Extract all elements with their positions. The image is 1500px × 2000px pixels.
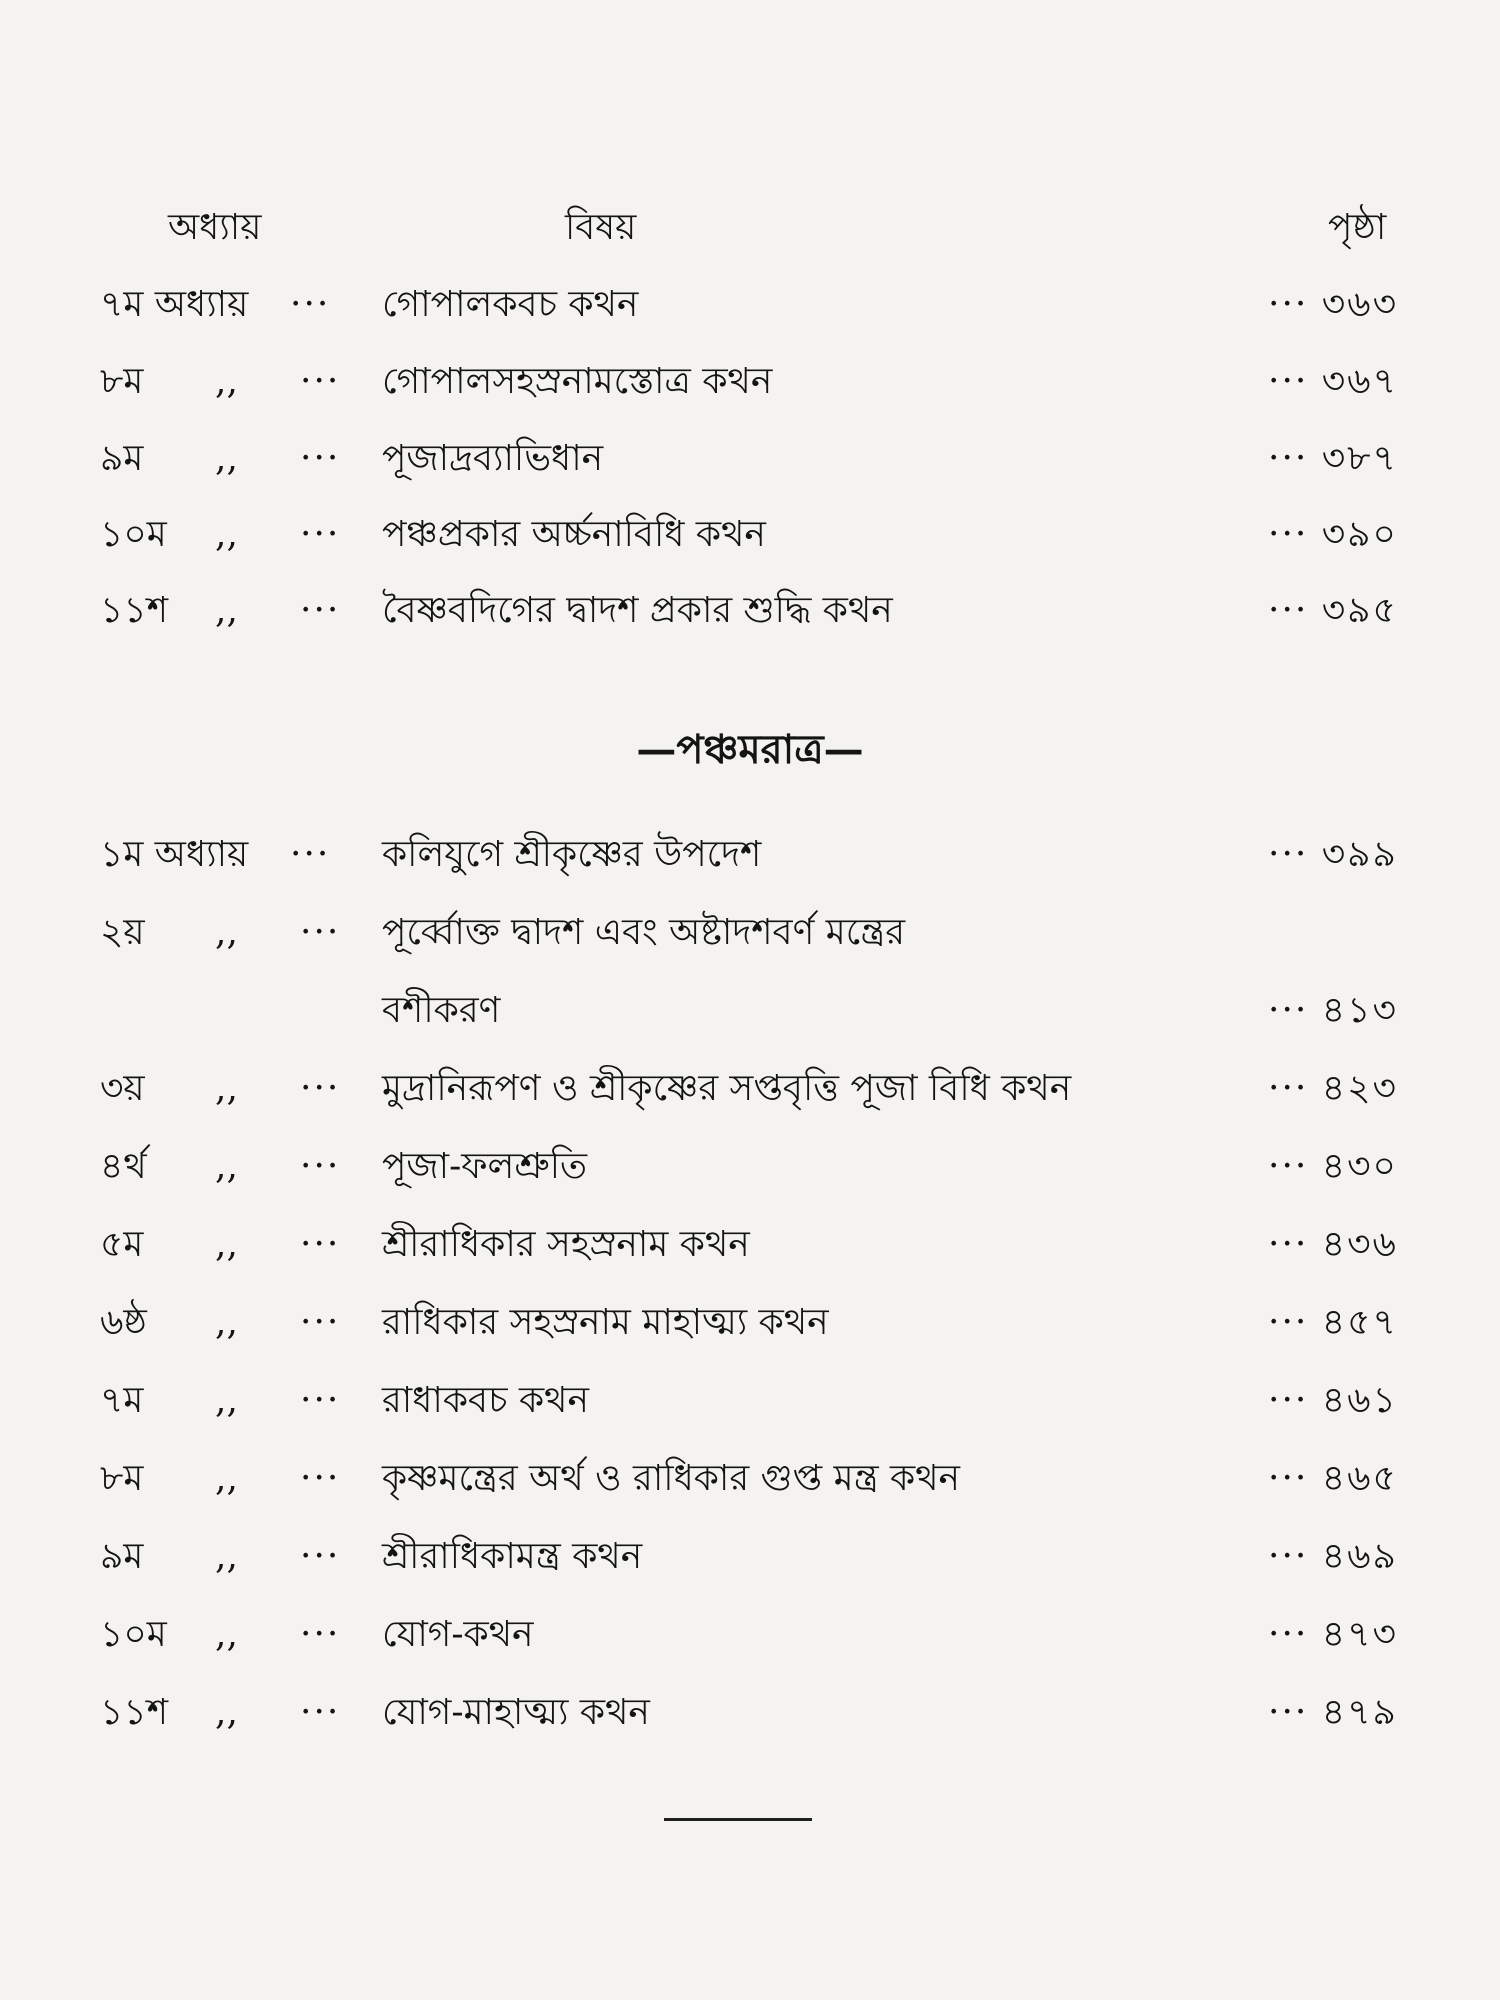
page-number: ··· ৪৫৭ [1268, 1302, 1398, 1343]
chapter-label: ১১শ [100, 590, 169, 631]
leader-dots: ··· [300, 590, 341, 631]
page-number: ··· ৩৯৯ [1268, 834, 1398, 875]
section-title: —পঞ্চমরাত্র— [636, 726, 864, 773]
leader-dots: ··· [300, 1146, 341, 1187]
toc-row [0, 906, 1500, 960]
subject-text: শ্রীরাধিকার সহস্রনাম কথন [382, 1224, 750, 1265]
toc-row [0, 828, 1500, 882]
subject-text: গোপালসহস্রনামস্তোত্র কথন [382, 361, 773, 402]
subject-text: বশীকরণ [382, 990, 501, 1031]
leader-dots: ··· [300, 438, 341, 479]
chapter-label: ১১শ [100, 1692, 169, 1733]
end-rule [664, 1818, 812, 1821]
ditto-mark: ,, [215, 1068, 238, 1109]
subject-text: যোগ-মাহাত্ম্য কথন [382, 1692, 650, 1733]
leader-dots: ··· [300, 1224, 341, 1265]
chapter-label: ২য় [100, 912, 145, 953]
leader-dots: ··· [300, 361, 341, 402]
page-number: ··· ৪৭৯ [1268, 1692, 1398, 1733]
toc-row [0, 355, 1500, 409]
page-number: ··· ৪৩০ [1268, 1146, 1398, 1187]
ditto-mark: ,, [215, 514, 238, 555]
chapter-label: ৫ম [100, 1224, 144, 1265]
page-number: ··· ৩৬৩ [1268, 284, 1398, 325]
ditto-mark: ,, [215, 912, 238, 953]
subject-text: যোগ-কথন [382, 1614, 534, 1655]
ditto-mark: ,, [215, 1536, 238, 1577]
page-number: ··· ৩৬৭ [1268, 361, 1398, 402]
subject-text: গোপালকবচ কথন [382, 284, 639, 325]
chapter-label: ৯ম [100, 1536, 144, 1577]
chapter-label: ৭ম [100, 1380, 144, 1421]
ditto-mark: ,, [215, 438, 238, 479]
subject-text: কৃষ্ণমন্ত্রের অর্থ ও রাধিকার গুপ্ত মন্ত্র কথন [382, 1458, 960, 1499]
leader-dots: ··· [300, 912, 341, 953]
header-page: পৃষ্ঠা [1328, 207, 1387, 248]
subject-text: পূজা-ফলশ্রুতি [382, 1146, 588, 1187]
chapter-label: ৯ম [100, 438, 144, 479]
ditto-mark: ,, [215, 1692, 238, 1733]
chapter-label: ১ম অধ্যায় [100, 834, 249, 875]
page-number: ··· ৪১৩ [1268, 990, 1398, 1031]
leader-dots: ··· [300, 514, 341, 555]
subject-text: রাধিকার সহস্রনাম মাহাত্ম্য কথন [382, 1302, 829, 1343]
chapter-label: ৬ষ্ঠ [100, 1302, 147, 1343]
leader-dots: ··· [300, 1692, 341, 1733]
leader-dots: ··· [290, 284, 331, 325]
page-number: ··· ৩৮৭ [1268, 438, 1398, 479]
toc-row [0, 278, 1500, 332]
column-header [0, 200, 1500, 260]
subject-text: কলিযুগে শ্রীকৃষ্ণের উপদেশ [382, 834, 762, 875]
leader-dots: ··· [300, 1458, 341, 1499]
leader-dots: ··· [300, 1302, 341, 1343]
toc-row [0, 584, 1500, 638]
page-number: ··· ৪৬৯ [1268, 1536, 1398, 1577]
toc-row [0, 1452, 1500, 1506]
chapter-label: ৪র্থ [100, 1146, 147, 1187]
toc-row [0, 1608, 1500, 1662]
toc-row [0, 432, 1500, 486]
ditto-mark: ,, [215, 1458, 238, 1499]
toc-row [0, 1062, 1500, 1116]
toc-row [0, 1296, 1500, 1350]
ditto-mark: ,, [215, 361, 238, 402]
leader-dots: ··· [300, 1380, 341, 1421]
toc-row [0, 1374, 1500, 1428]
subject-text: পূজাদ্রব্যাভিধান [382, 438, 604, 479]
toc-row [0, 1218, 1500, 1272]
page-number: ··· ৩৯৫ [1268, 590, 1398, 631]
toc-row-continuation [0, 984, 1500, 1038]
page-number: ··· ৪৬১ [1268, 1380, 1398, 1421]
chapter-label: ৩য় [100, 1068, 145, 1109]
chapter-label: ৮ম [100, 1458, 144, 1499]
ditto-mark: ,, [215, 1224, 238, 1265]
ditto-mark: ,, [215, 1146, 238, 1187]
subject-text: শ্রীরাধিকামন্ত্র কথন [382, 1536, 643, 1577]
page-number: ··· ৩৯০ [1268, 514, 1398, 555]
toc-row [0, 1530, 1500, 1584]
toc-row [0, 508, 1500, 562]
leader-dots: ··· [300, 1536, 341, 1577]
subject-text: রাধাকবচ কথন [382, 1380, 589, 1421]
chapter-label: ১০ম [100, 514, 167, 555]
subject-text: পঞ্চপ্রকার অর্চ্চনাবিধি কথন [382, 514, 766, 555]
subject-text: পূর্ব্বোক্ত দ্বাদশ এবং অষ্টাদশবর্ণ মন্ত্রের [382, 912, 906, 953]
subject-text: বৈষ্ণবদিগের দ্বাদশ প্রকার শুদ্ধি কথন [382, 590, 893, 631]
toc-row [0, 1686, 1500, 1740]
ditto-mark: ,, [215, 590, 238, 631]
page-number: ··· ৪৬৫ [1268, 1458, 1398, 1499]
ditto-mark: ,, [215, 1614, 238, 1655]
chapter-label: ৮ম [100, 361, 144, 402]
page-number: ··· ৪৩৬ [1268, 1224, 1398, 1265]
toc-row [0, 1140, 1500, 1194]
chapter-label: ৭ম অধ্যায় [100, 284, 249, 325]
header-subject: বিষয় [565, 207, 637, 248]
header-chapter: অধ্যায় [168, 207, 262, 248]
leader-dots: ··· [300, 1614, 341, 1655]
page-number: ··· ৪২৩ [1268, 1068, 1398, 1109]
chapter-label: ১০ম [100, 1614, 167, 1655]
subject-text: মুদ্রানিরূপণ ও শ্রীকৃষ্ণের সপ্তবৃত্তি পূজা বিধি কথন [382, 1068, 1072, 1109]
ditto-mark: ,, [215, 1302, 238, 1343]
leader-dots: ··· [300, 1068, 341, 1109]
leader-dots: ··· [290, 834, 331, 875]
ditto-mark: ,, [215, 1380, 238, 1421]
page-number: ··· ৪৭৩ [1268, 1614, 1398, 1655]
